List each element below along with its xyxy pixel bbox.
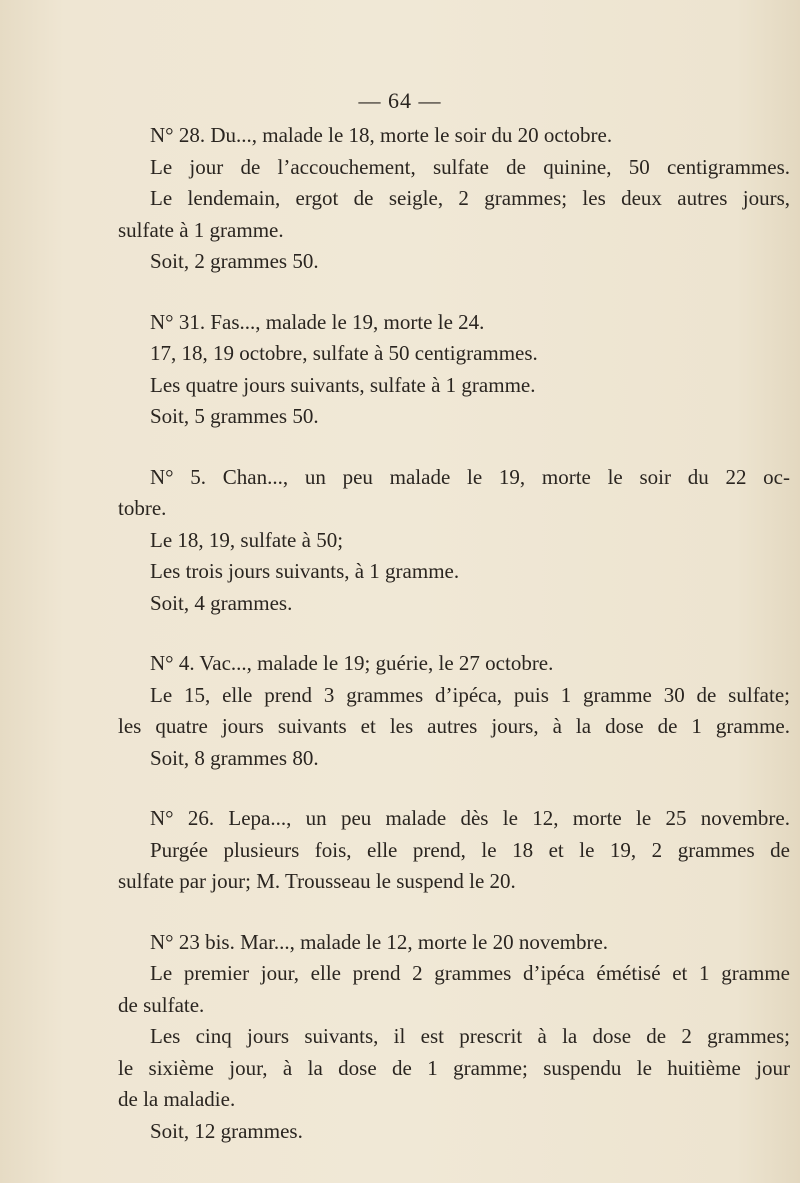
text-line: Soit, 12 grammes. bbox=[150, 1118, 303, 1143]
case-entry bbox=[118, 803, 790, 898]
text-line: de sulfate. bbox=[118, 992, 205, 1017]
text-line: N° 31. Fas..., malade le 19, morte le 24. bbox=[150, 309, 485, 334]
text-line: Les trois jours suivants, à 1 gramme. bbox=[150, 559, 460, 583]
text-line: Les cinq jours suivants, il est prescrit à la dose de 2 grammes; bbox=[150, 1024, 790, 1048]
paragraph-gap bbox=[118, 278, 790, 307]
paragraph-gap bbox=[118, 433, 790, 462]
text-line: Le jour de l’accouchement, sulfate de quinine, 50 centigrammes. bbox=[150, 154, 790, 179]
text-line: Les quatre jours suivants, sulfate à 1 gramme. bbox=[150, 372, 536, 397]
case-entry bbox=[118, 120, 790, 278]
text-line: Le lendemain, ergot de seigle, 2 grammes; les deux autres jours, bbox=[150, 186, 790, 210]
text-line: N° 23 bis. Mar..., malade le 12, morte le 20 novembre. bbox=[150, 929, 609, 954]
text-line: les quatre jours suivants et les autres jours, à la dose de 1 gramme. bbox=[118, 714, 790, 738]
text-line: N° 26. Lepa..., un peu malade dès le 12, morte le 25 novembre. bbox=[150, 806, 790, 830]
text-line: N° 28. Du..., malade le 18, morte le soir du 20 octobre. bbox=[150, 123, 613, 147]
text-line: Soit, 8 grammes 80. bbox=[150, 745, 319, 770]
text-line: Le premier jour, elle prend 2 grammes d’ipéca émétisé et 1 gramme bbox=[150, 961, 790, 985]
text-line: de la maladie. bbox=[118, 1087, 236, 1111]
paragraph-gap bbox=[118, 898, 790, 927]
case-entry bbox=[118, 927, 790, 1148]
text-line: Soit, 4 grammes. bbox=[150, 590, 293, 615]
text-line: Soit, 2 grammes 50. bbox=[150, 249, 319, 273]
page-text bbox=[118, 120, 790, 1147]
paragraph-gap bbox=[118, 619, 790, 648]
text-line: le sixième jour, à la dose de 1 gramme; suspendu le huitième jour bbox=[118, 1055, 790, 1080]
text-line: Le 15, elle prend 3 grammes d’ipéca, puis 1 gramme 30 de sulfate; bbox=[150, 682, 790, 707]
paragraph-gap bbox=[118, 774, 790, 803]
text-line: Soit, 5 grammes 50. bbox=[150, 404, 319, 428]
text-line: Purgée plusieurs fois, elle prend, le 18 et le 19, 2 grammes de bbox=[150, 837, 790, 862]
text-line: N° 5. Chan..., un peu malade le 19, morte le soir du 22 oc- bbox=[150, 464, 790, 489]
text-line: sulfate par jour; M. Trousseau le suspend le 20. bbox=[118, 869, 516, 893]
text-line: sulfate à 1 gramme. bbox=[118, 217, 284, 242]
text-line: 17, 18, 19 octobre, sulfate à 50 centigrammes. bbox=[150, 341, 538, 365]
text-line: N° 4. Vac..., malade le 19; guérie, le 27 octobre. bbox=[150, 651, 554, 675]
text-line: Le 18, 19, sulfate à 50; bbox=[150, 527, 344, 552]
page-number: — 64 — bbox=[358, 88, 442, 113]
text-line: tobre. bbox=[118, 496, 167, 520]
case-entry bbox=[118, 462, 790, 620]
case-entry bbox=[118, 648, 790, 774]
case-entry bbox=[118, 307, 790, 433]
